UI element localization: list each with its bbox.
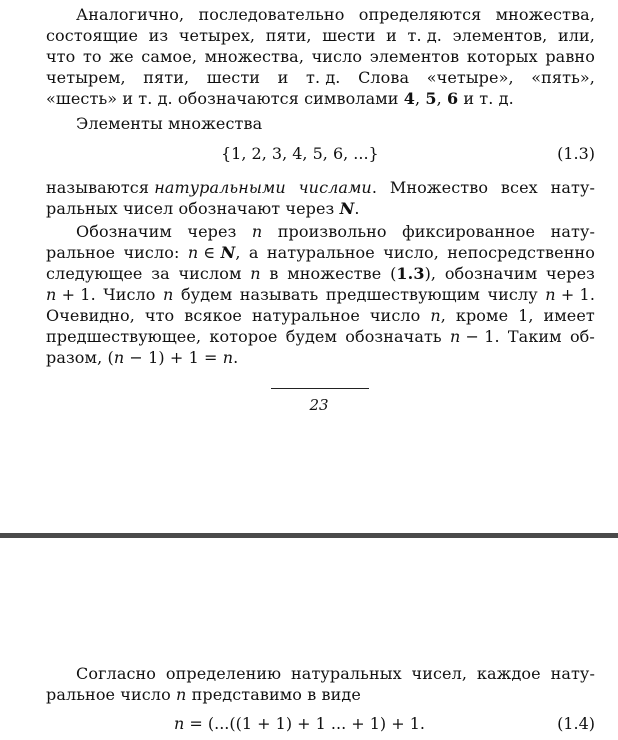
footer-rule [271,388,369,389]
paragraph-line: четырем, пяти, шести и т. д. Слова «четыре», «пять», [46,68,595,87]
paragraph-line: что то же самое, множества, число элементов которых равно [46,47,595,66]
paragraph-line: Аналогично, последовательно определяются множества, [76,5,595,24]
paragraph-line: разом, (n − 1) + 1 = n. [46,348,239,367]
paragraph-line: Очевидно, что всякое натуральное число n, кроме 1, имеет [46,306,595,325]
paragraph-line: ральное число n представимо в виде [46,685,361,704]
paragraph-line: Согласно определению натуральных чисел, каждое нату- [76,664,595,683]
paragraph-line: предшествующее, которое будем обозначать n − 1. Таким об- [46,327,595,346]
elements-intro: Элементы множества [76,114,263,133]
paragraph-line: называются натуральными числами. Множество всех нату- [46,178,595,197]
equation-number: (1.3) [557,144,595,163]
paragraph-line: ральное число: n ∈ N, а натуральное число, непосредственно [46,243,595,262]
set-formula: {1, 2, 3, 4, 5, 6, ...} [221,144,379,163]
paragraph-line: состоящие из четырех, пяти, шести и т. д. элементов, или, [46,26,595,45]
paragraph-line: следующее за числом n в множестве (1.3), обозначим через [46,264,595,283]
equation-number: (1.4) [557,714,595,733]
paragraph-line: n + 1. Число n будем называть предшествующим числу n + 1. [46,285,595,304]
page-separator [0,533,618,538]
paragraph-line: «шесть» и т. д. обозначаются символами 4, 5, 6 и т. д. [46,89,514,108]
page-number: 23 [309,396,329,414]
formula-1-4: n = (...((1 + 1) + 1 ... + 1) + 1. [174,714,425,733]
paragraph-line: ральных чисел обозначают через N. [46,199,360,218]
paragraph-line: Обозначим через n произвольно фиксированное нату- [76,222,595,241]
